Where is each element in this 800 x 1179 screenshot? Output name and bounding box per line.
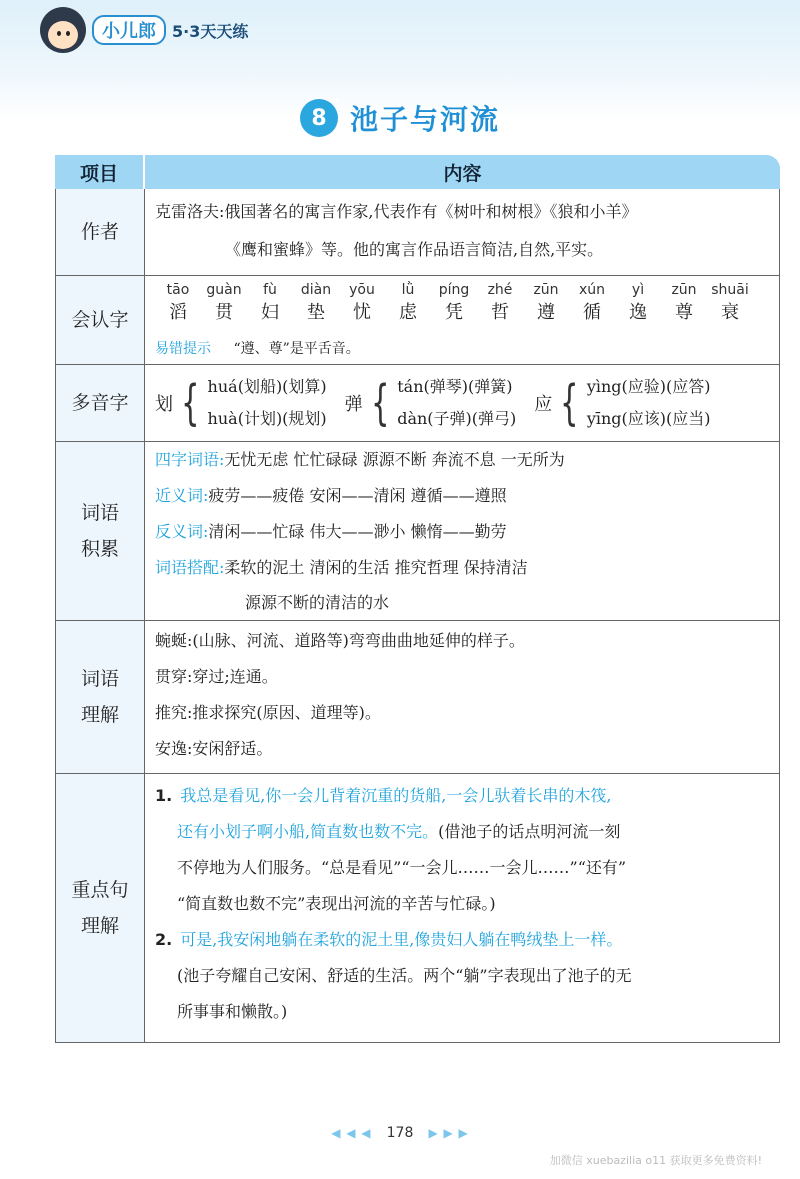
header-item: 项目 <box>55 155 143 189</box>
row-explain <box>55 621 780 774</box>
pinyin: tāo <box>166 282 190 298</box>
label-chars: 会认字 <box>56 276 145 364</box>
hanzi: 尊 <box>675 302 693 323</box>
pinyin: guàn <box>206 282 242 298</box>
lesson-heading <box>0 95 800 138</box>
hanzi: 循 <box>583 302 601 323</box>
row-key-sentences: 重点句 理解 1. 我总是看见,你一会儿背着沉重的货船,一会儿驮着长串的木筏, 还有小划子啊小船,简直数也数不完。(借池子的话点明河流一刻 不停地为人们服务。“总是看见”“一会儿……一会儿……”“还有” “简直数也数不完”表现出河流的辛苦与忙碌。) 2. 可是,我安闲地躺在柔软的泥土里,像贵妇人躺在鸭绒垫上一样。 (池子夸耀自己安闲、舒适的生活。两个“躺”字表现出了池子的无 所事事和懒散。) <box>55 774 780 1043</box>
row-vocab <box>55 442 780 621</box>
page-number: 178 <box>386 1125 414 1141</box>
hanzi: 凭 <box>445 302 463 323</box>
pinyin: fù <box>263 282 277 298</box>
collocations-2: 源源不断的清洁的水 <box>245 593 390 612</box>
pinyin-row <box>155 282 769 298</box>
author-line-2: 《鹰和蜜蜂》等。他的寓言作品语言简洁,自然,平实。 <box>225 240 604 259</box>
pinyin: píng <box>438 282 470 298</box>
lesson-title: 池子与河流 <box>349 103 500 136</box>
pinyin: shuāi <box>711 282 749 298</box>
hanzi: 哲 <box>491 302 509 323</box>
hanzi: 妇 <box>261 302 279 323</box>
row-chars <box>55 276 780 365</box>
key-sentence-2: 2. 可是,我安闲地躺在柔软的泥土里,像贵妇人躺在鸭绒垫上一样。 <box>155 930 623 949</box>
row-polyphones <box>55 365 780 442</box>
lesson-number-badge: 8 * <box>300 99 338 137</box>
series-name: 5·3天天练 <box>172 21 249 41</box>
tip-label: 易错提示 <box>155 341 211 357</box>
hanzi: 垫 <box>307 302 325 323</box>
tip <box>155 338 769 358</box>
brand-header <box>40 8 248 52</box>
label-author: 作者 <box>56 189 145 275</box>
label-polyphones: 多音字 <box>56 365 145 441</box>
header-content: 内容 <box>143 155 780 189</box>
polyphone-group: 弹 { tán(弹琴)(弹簧) dàn(子弹)(弹弓) <box>344 375 517 431</box>
collocations: 词语搭配:柔软的泥土 清闲的生活 推究哲理 保持清洁 <box>155 558 528 577</box>
pinyin: yì <box>631 282 645 298</box>
polyphone-group: 应 { yìng(应验)(应答) yīng(应该)(应当) <box>534 375 711 431</box>
pinyin: zhé <box>487 282 513 298</box>
label-vocab: 词语 积累 <box>56 442 145 620</box>
pinyin: lǜ <box>401 282 415 298</box>
pinyin: yōu <box>349 282 375 298</box>
hanzi: 衰 <box>721 302 739 323</box>
four-char-words: 四字词语:无忧无虑 忙忙碌碌 源源不断 奔流不息 一无所为 <box>155 450 565 469</box>
pinyin: zūn <box>671 282 697 298</box>
tip-text: “遵、尊”是平舌音。 <box>233 341 360 357</box>
pinyin: xún <box>578 282 606 298</box>
page-footer: ◀ ◀ ◀ 178 ▶ ▶ ▶ <box>331 1125 469 1141</box>
hanzi: 滔 <box>169 302 187 323</box>
synonyms: 近义词:疲劳——疲倦 安闲——清闲 遵循——遵照 <box>155 486 507 505</box>
antonyms: 反义词:清闲——忙碌 伟大——渺小 懒惰——勤劳 <box>155 522 507 541</box>
explain-1: 蜿蜒:(山脉、河流、道路等)弯弯曲曲地延伸的样子。 <box>155 631 525 650</box>
study-table <box>55 155 780 1043</box>
brand-name: 小儿郎 <box>92 15 166 45</box>
key-sentence-1: 1. 我总是看见,你一会儿背着沉重的货船,一会儿驮着长串的木筏, <box>155 786 612 805</box>
table-header <box>55 155 780 189</box>
hanzi: 贯 <box>215 302 233 323</box>
pinyin: diàn <box>300 282 332 298</box>
author-line-1: 克雷洛夫:俄国著名的寓言作家,代表作有《树叶和树根》《狼和小羊》 <box>155 202 638 221</box>
explain-3: 推究:推求探究(原因、道理等)。 <box>155 703 381 722</box>
watermark: 加微信 xuebazilia o11 获取更多免费资料! <box>549 1154 762 1167</box>
label-key: 重点句 理解 <box>56 774 145 1042</box>
hanzi: 遵 <box>537 302 555 323</box>
hanzi: 忧 <box>353 302 371 323</box>
label-explain: 词语 理解 <box>56 621 145 773</box>
mascot-logo-icon <box>40 7 86 53</box>
row-author <box>55 189 780 276</box>
hanzi-row <box>155 298 769 324</box>
polyphone-group: 划 { huá(划船)(划算) huà(计划)(规划) <box>155 375 327 431</box>
pinyin: zūn <box>533 282 559 298</box>
hanzi: 逸 <box>629 302 647 323</box>
explain-2: 贯穿:穿过;连通。 <box>155 667 278 686</box>
hanzi: 虑 <box>399 302 417 323</box>
explain-4: 安逸:安闲舒适。 <box>155 739 273 758</box>
